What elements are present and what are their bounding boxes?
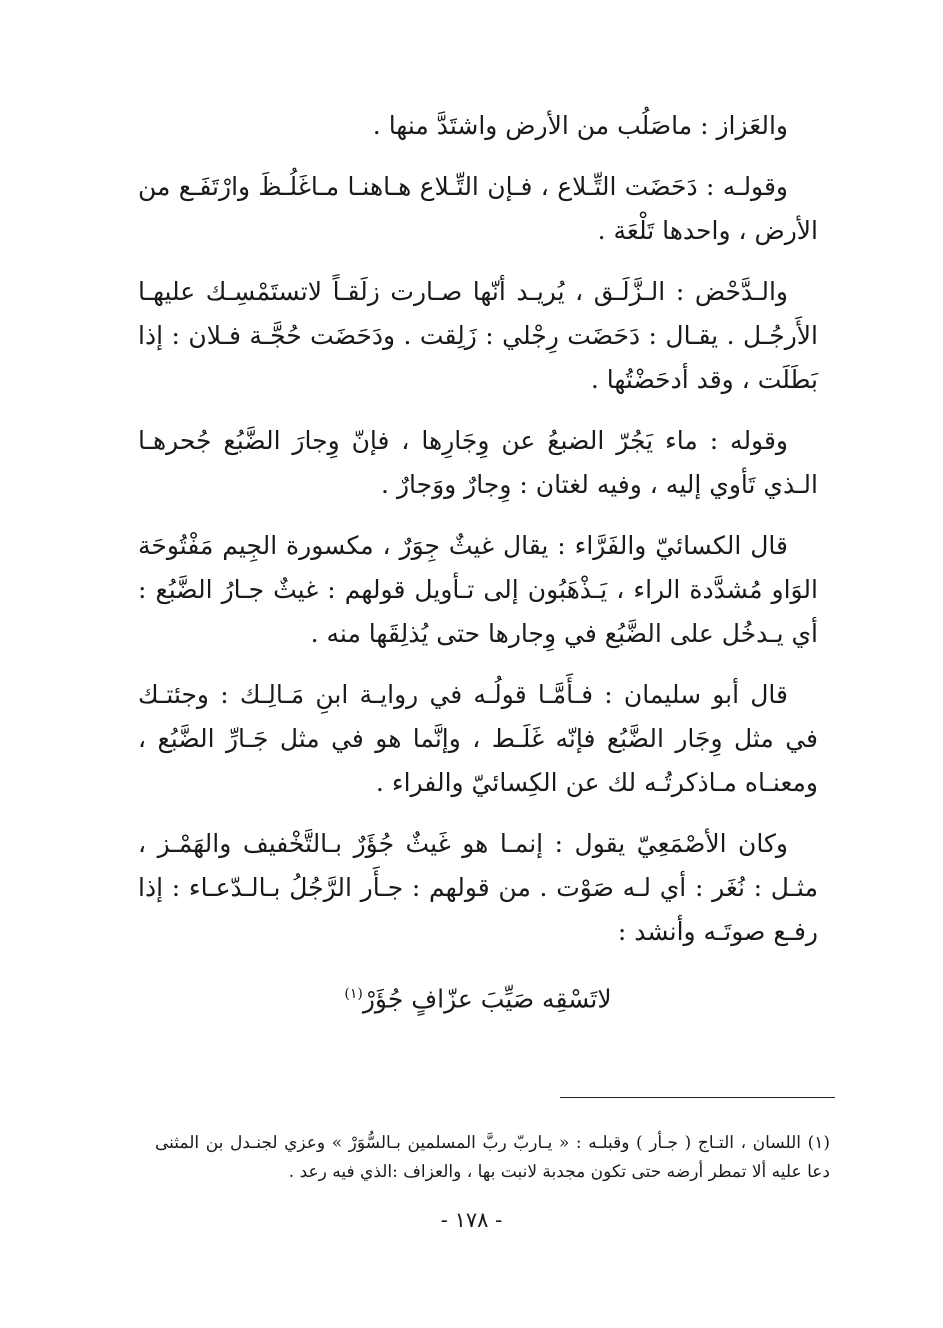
paragraph-1: والعَزاز : ماصَلُب من الأرض واشتَدَّ منها . — [372, 111, 788, 140]
poetry-verse — [138, 972, 818, 1021]
paragraph-7: وكان الأصْمَعِيّ يقول : إنمـا هو غَيثٌ جُؤَرٌ بـالتَّخْفيف والهَمْـز ، مثـل : نُغَر : أي لـه صَوْت . من قولهم : جـأَر الرَّجُلُ بـالـدّعـاء : إذا رفـع صوتَـه وأنشد : — [138, 829, 818, 946]
paragraph-5: قال الكسائيّ والفَرَّاء : يقال غيثٌ جِوَرٌ ، مكسورة الجِيم مَفْتُوحَة الوَاو مُشدَّدة الراء ، يَـذْهَبُون إلى تـأويل قولهم : غيثٌ جـارُ الضَّبُع : أي يـدخُل على الضَّبُع في وِجارها حتى يُذلِقَها منه . — [138, 531, 818, 648]
paragraph-6: قال أبو سليمان : فـأَمَّـا قولُـه في روايـة ابنِ مَـالِـك : وجئتـك في مثل وِجَار الضَّبُع فإنّه غَلَـط ، وإنَّما هو في مثل جَـارِّ الضَّبُع ، ومعنـاه مـاذكرتُـه لك عن الكِسائيّ والفراء . — [138, 680, 818, 797]
verse-text: لاتَسْقِه صَيِّبَ عزّافٍ جُؤَرْ — [362, 984, 612, 1014]
paragraph-3: والـدَّحْض : الـزَّلَـق ، يُريـد أنّها صـارت زلَقـاً لاتستَمْسِـك عليهـا الأَرجُـل . يقـال : دَحَضَت رِجْلي : زَلِقت . ودَحَضَت حُجَّـة فـلان : إذا بَطَلَت ، وقد أدحَضْتُها . — [138, 277, 818, 394]
page-number: - ١٧٨ - — [440, 1208, 503, 1232]
paragraph-4: وقوله : ماء يَجُرّ الضبعُ عن وِجَارِها ، فإنّ وِجارَ الضَّبُع جُحرهـا الـذي تَأوي إليه ، وفيه لغتان : وِجارٌ ووَجارٌ . — [138, 426, 818, 499]
footnote-reference: (١) — [344, 986, 363, 1002]
main-text — [138, 104, 818, 1038]
paragraph-2: وقولـه : دَحَضَت التِّـلاع ، فـإن التِّـلاع هـاهنـا مـاغَلُـظَ وارْتَفَـع من الأرض ، واحدها تَلْعَة . — [138, 172, 818, 245]
footnote-divider — [560, 1097, 835, 1098]
footnote: (١) اللسان ، التـاج ( جـأر ) وقبلـه : « يـاربّ ربَّ المسلمين بـالسُّوَرْ » وعزي لجنـدل بن المثنى دعا عليه ألا تمطر أرضه حتى تكون مجدبة لانبت بها ، والعزاف :الذي فيه رعد . — [155, 1133, 830, 1182]
